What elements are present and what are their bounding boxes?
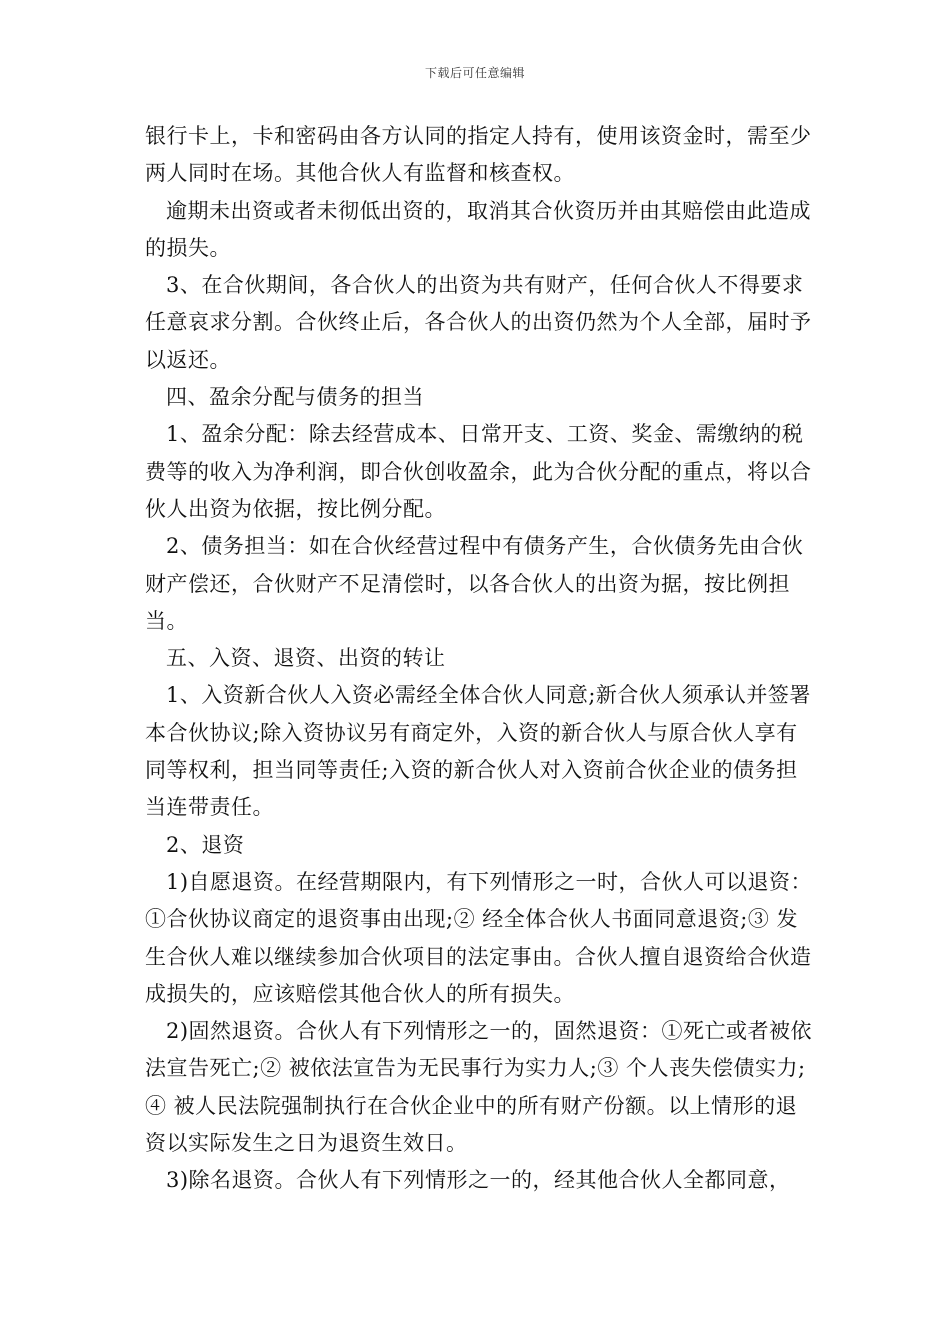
subsection-heading: 2、退资 — [166, 832, 245, 857]
page-header: 下载后可任意编辑 — [424, 66, 525, 80]
paragraph: 2、债务担当：如在合伙经营过程中有债务产生，合伙债务先由合伙财产偿还，合伙财产不足清偿时，以各合伙人的出资为据，按比例担当。 — [145, 534, 804, 633]
paragraph: 2)固然退资。合伙人有下列情形之一的，固然退资：①死亡或者被依法宣告死亡;② 被依法宣告为无民事行为实力人;③ 个人丧失偿债实力;④ 被人民法院强制执行在合伙企业中的所有财产份额。以上情形的退资以实际发生之日为退资生效日。 — [145, 1019, 813, 1156]
document-body — [145, 118, 813, 1200]
paragraph: 银行卡上，卡和密码由各方认同的指定人持有，使用该资金时，需至少两人同时在场。其他合伙人有监督和核查权。 — [145, 124, 812, 186]
section-heading: 四、盈余分配与债务的担当 — [166, 385, 424, 410]
paragraph: 3)除名退资。合伙人有下列情形之一的，经其他合伙人全都同意， — [166, 1168, 791, 1193]
paragraph: 1、盈余分配：除去经营成本、日常开支、工资、奖金、需缴纳的税费等的收入为净利润，即合伙创收盈余，此为合伙分配的重点，将以合伙人出资为依据，按比例分配。 — [145, 422, 812, 521]
paragraph: 3、在合伙期间，各合伙人的出资为共有财产，任何合伙人不得要求任意哀求分割。合伙终止后，各合伙人的出资仍然为个人全部，届时予以返还。 — [145, 273, 812, 372]
section-heading: 五、入资、退资、出资的转让 — [166, 646, 446, 671]
paragraph: 1)自愿退资。在经营期限内，有下列情形之一时，合伙人可以退资：①合伙协议商定的退资事由出现;② 经全体合伙人书面同意退资;③ 发生合伙人难以继续参加合伙项目的法定事由。合伙人擅自退资给合伙造成损失的，应该赔偿其他合伙人的所有损失。 — [145, 869, 813, 1006]
paragraph: 1、入资新合伙人入资必需经全体合伙人同意;新合伙人须承认并签署本合伙协议;除入资协议另有商定外，入资的新合伙人与原合伙人享有同等权利，担当同等责任;入资的新合伙人对入资前合伙企业的债务担当连带责任。 — [145, 683, 811, 820]
paragraph: 逾期未出资或者未彻低出资的，取消其合伙资历并由其赔偿由此造成的损失。 — [145, 198, 811, 260]
